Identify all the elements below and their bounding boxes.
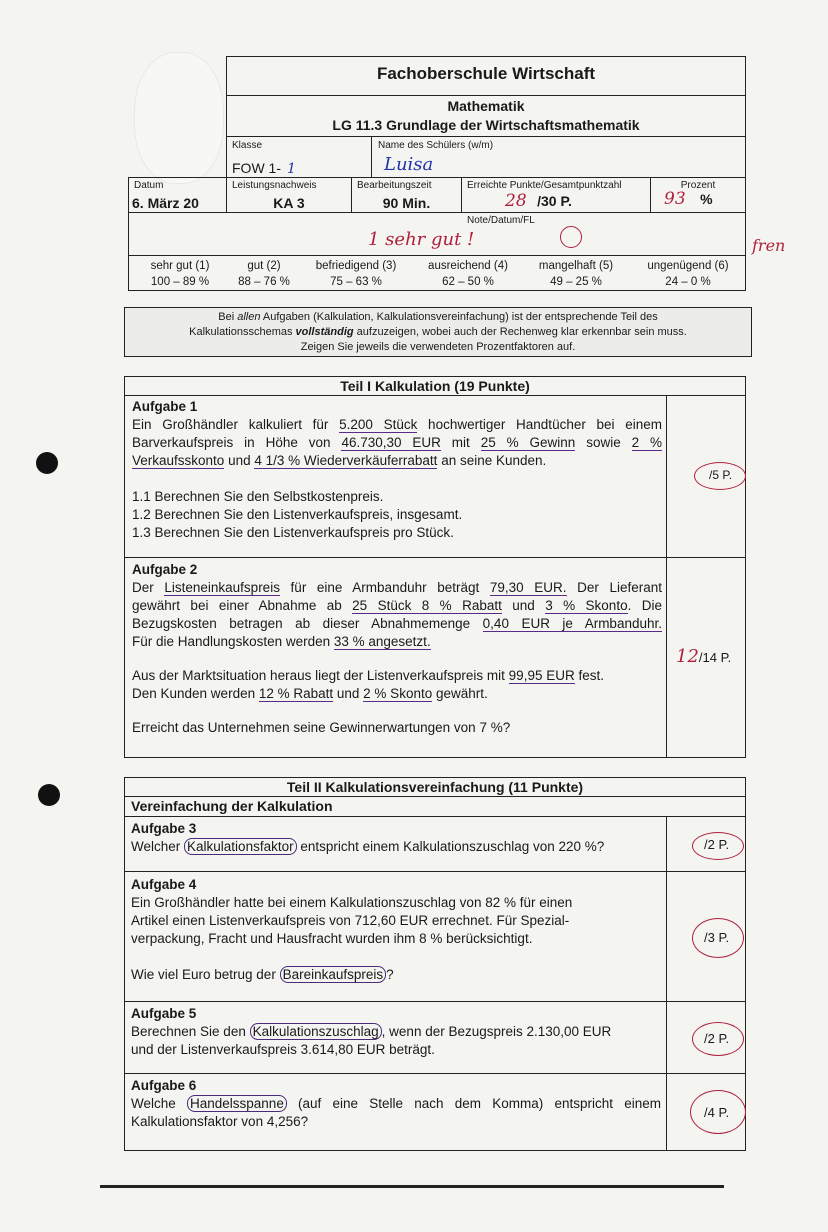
question-1-1: 1.1 Berechnen Sie den Selbstkostenpreis. <box>132 489 384 504</box>
klasse-label: Klasse <box>232 140 263 151</box>
datum-label: Datum <box>134 180 164 191</box>
aufgabe3: Aufgabe 3 Welcher Kalkulationsfaktor entspricht einem Kalkulationszuschlag von 220 %? <box>131 820 661 856</box>
punkte-value: 28 /30 P. <box>505 191 572 211</box>
points-a4: /3 P. <box>704 930 730 945</box>
points-a6: /4 P. <box>704 1105 730 1120</box>
school-name: Fachoberschule Wirtschaft <box>376 64 596 83</box>
topic: LG 11.3 Grundlage der Wirtschaftsmathematik <box>332 117 640 133</box>
footer-rule <box>100 1185 724 1188</box>
aufgabe6-title: Aufgabe 6 <box>131 1078 197 1093</box>
points-a2-hand: 12 <box>676 646 699 667</box>
points-a5: /2 P. <box>704 1031 730 1046</box>
zeit-value: 90 Min. <box>382 195 431 211</box>
grade-5: mangelhaft (5) 49 – 25 % <box>538 260 614 288</box>
punch-hole-bottom <box>38 784 60 806</box>
punkte-hand: 28 <box>505 191 527 211</box>
klasse-value: FOW 1- 1 <box>232 160 302 177</box>
aufgabe3-title: Aufgabe 3 <box>131 821 197 836</box>
side-note: fren <box>752 236 786 255</box>
aufgabe4-title: Aufgabe 4 <box>131 877 197 892</box>
aufgabe2: Aufgabe 2 Der Listeneinkaufspreis für eine Armbanduhr beträgt 79,30 EUR. Der Lieferant gewährt bei einer Abnahme ab 25 Stück 8 % Rabatt und 3 % Skonto. Die Bezugskosten betragen ab dieser Abnahmemenge 0,40 EUR je Armbanduhr. Für die Handlungskosten werden 33 % angesetzt. Aus der Marktsituation heraus liegt der Listenverkaufspreis mit 99,95 EUR fest. Den Kunden werden 12 % Rabatt und 2 % Skonto gewährt. Erreicht das Unternehmen seine Gewinnerwartungen von 7 %? <box>132 562 663 735</box>
teil1-title: Teil I Kalkulation (19 Punkte) <box>340 378 530 394</box>
instructions-box: Bei allen Aufgaben (Kalkulation, Kalkulationsvereinfachung) ist der entsprechende Teil des Kalkulationsschemas vollständig aufzuzeigen, wobei auch der Rechenweg klar erkennbar sein muss. Zeigen Sie jeweils die verwendeten Prozentfaktoren auf. <box>124 307 752 357</box>
zeit-label: Bearbeitungszeit <box>357 180 432 191</box>
teil2-title: Teil II Kalkulationsvereinfachung (11 Punkte) <box>286 779 584 795</box>
prozent-hand: 93 <box>664 189 686 209</box>
klasse-hand: 1 <box>281 161 302 178</box>
note-label: Note/Datum/FL <box>467 215 535 226</box>
question-1-3: 1.3 Berechnen Sie den Listenverkaufspreis pro Stück. <box>132 525 454 540</box>
grade-1: sehr gut (1) 100 – 89 % <box>150 260 210 288</box>
punkte-label: Erreichte Punkte/Gesamtpunktzahl <box>467 180 622 191</box>
punch-hole-top <box>36 452 58 474</box>
datum-value: 6. März 20 <box>132 195 199 211</box>
smiley-icon <box>560 226 582 248</box>
aufgabe1-title: Aufgabe 1 <box>132 399 198 414</box>
leistung-label: Leistungsnachweis <box>232 180 317 191</box>
aufgabe5-title: Aufgabe 5 <box>131 1006 197 1021</box>
prozent-label: Prozent <box>680 180 716 191</box>
teil2-subtitle: Vereinfachung der Kalkulation <box>131 798 333 814</box>
points-a3: /2 P. <box>704 837 730 852</box>
aufgabe1: Aufgabe 1 Ein Großhändler kalkuliert für 5.200 Stück hochwertiger Handtücher bei einem Barverkaufspreis in Höhe von 46.730,30 EUR mit 25 % Gewinn sowie 2 % Verkaufsskonto und 4 1/3 % Wiederverkäuferrabatt an seine Kunden. 1.1 Berechnen Sie den Selbstkostenpreis. 1.2 Berechnen Sie den Listenverkaufspreis, insgesamt. 1.3 Berechnen Sie den Listenverkaufspreis pro Stück. <box>132 399 663 540</box>
student-name: Luisa <box>384 154 434 175</box>
subject: Mathematik <box>447 98 525 114</box>
aufgabe2-question: Erreicht das Unternehmen seine Gewinnerwartungen von 7 %? <box>132 720 511 735</box>
aufgabe6: Aufgabe 6 Welche Handelsspanne (auf eine Stelle nach dem Komma) entspricht einem Kalkulationsfaktor von 4,256? <box>131 1078 661 1129</box>
leistung-value: KA 3 <box>273 195 305 211</box>
aufgabe5: Aufgabe 5 Berechnen Sie den Kalkulationszuschlag , wenn der Bezugspreis 2.130,00 EUR und der Listenverkaufspreis 3.614,80 EUR beträgt. <box>131 1005 661 1059</box>
question-1-2: 1.2 Berechnen Sie den Listenverkaufspreis, insgesamt. <box>132 507 463 522</box>
grade-6: ungenügend (6) 24 – 0 % <box>647 260 729 288</box>
points-a1: /5 P. <box>709 468 733 482</box>
note-hand: 1 sehr gut ! <box>368 229 475 250</box>
grade-2: gut (2) 88 – 76 % <box>238 260 290 288</box>
redacted-logo <box>134 52 224 184</box>
aufgabe2-title: Aufgabe 2 <box>132 562 198 577</box>
points-a2: 12/14 P. <box>676 646 732 667</box>
grade-4: ausreichend (4) 62 – 50 % <box>428 260 508 288</box>
name-label: Name des Schülers (w/m) <box>378 140 494 151</box>
aufgabe4: Aufgabe 4 Ein Großhändler hatte bei einem Kalkulationszuschlag von 82 % für einen Artikel einen Listenverkaufspreis von 712,60 EUR errechnet. Für Spezial- verpackung, Fracht und Hausfracht wurden ihm 8 % berücksichtigt. Wie viel Euro betrug der Bareinkaufspreis ? <box>131 876 661 984</box>
prozent-value: 93 % <box>664 189 713 209</box>
grade-3: befriedigend (3) 75 – 63 % <box>315 260 397 288</box>
